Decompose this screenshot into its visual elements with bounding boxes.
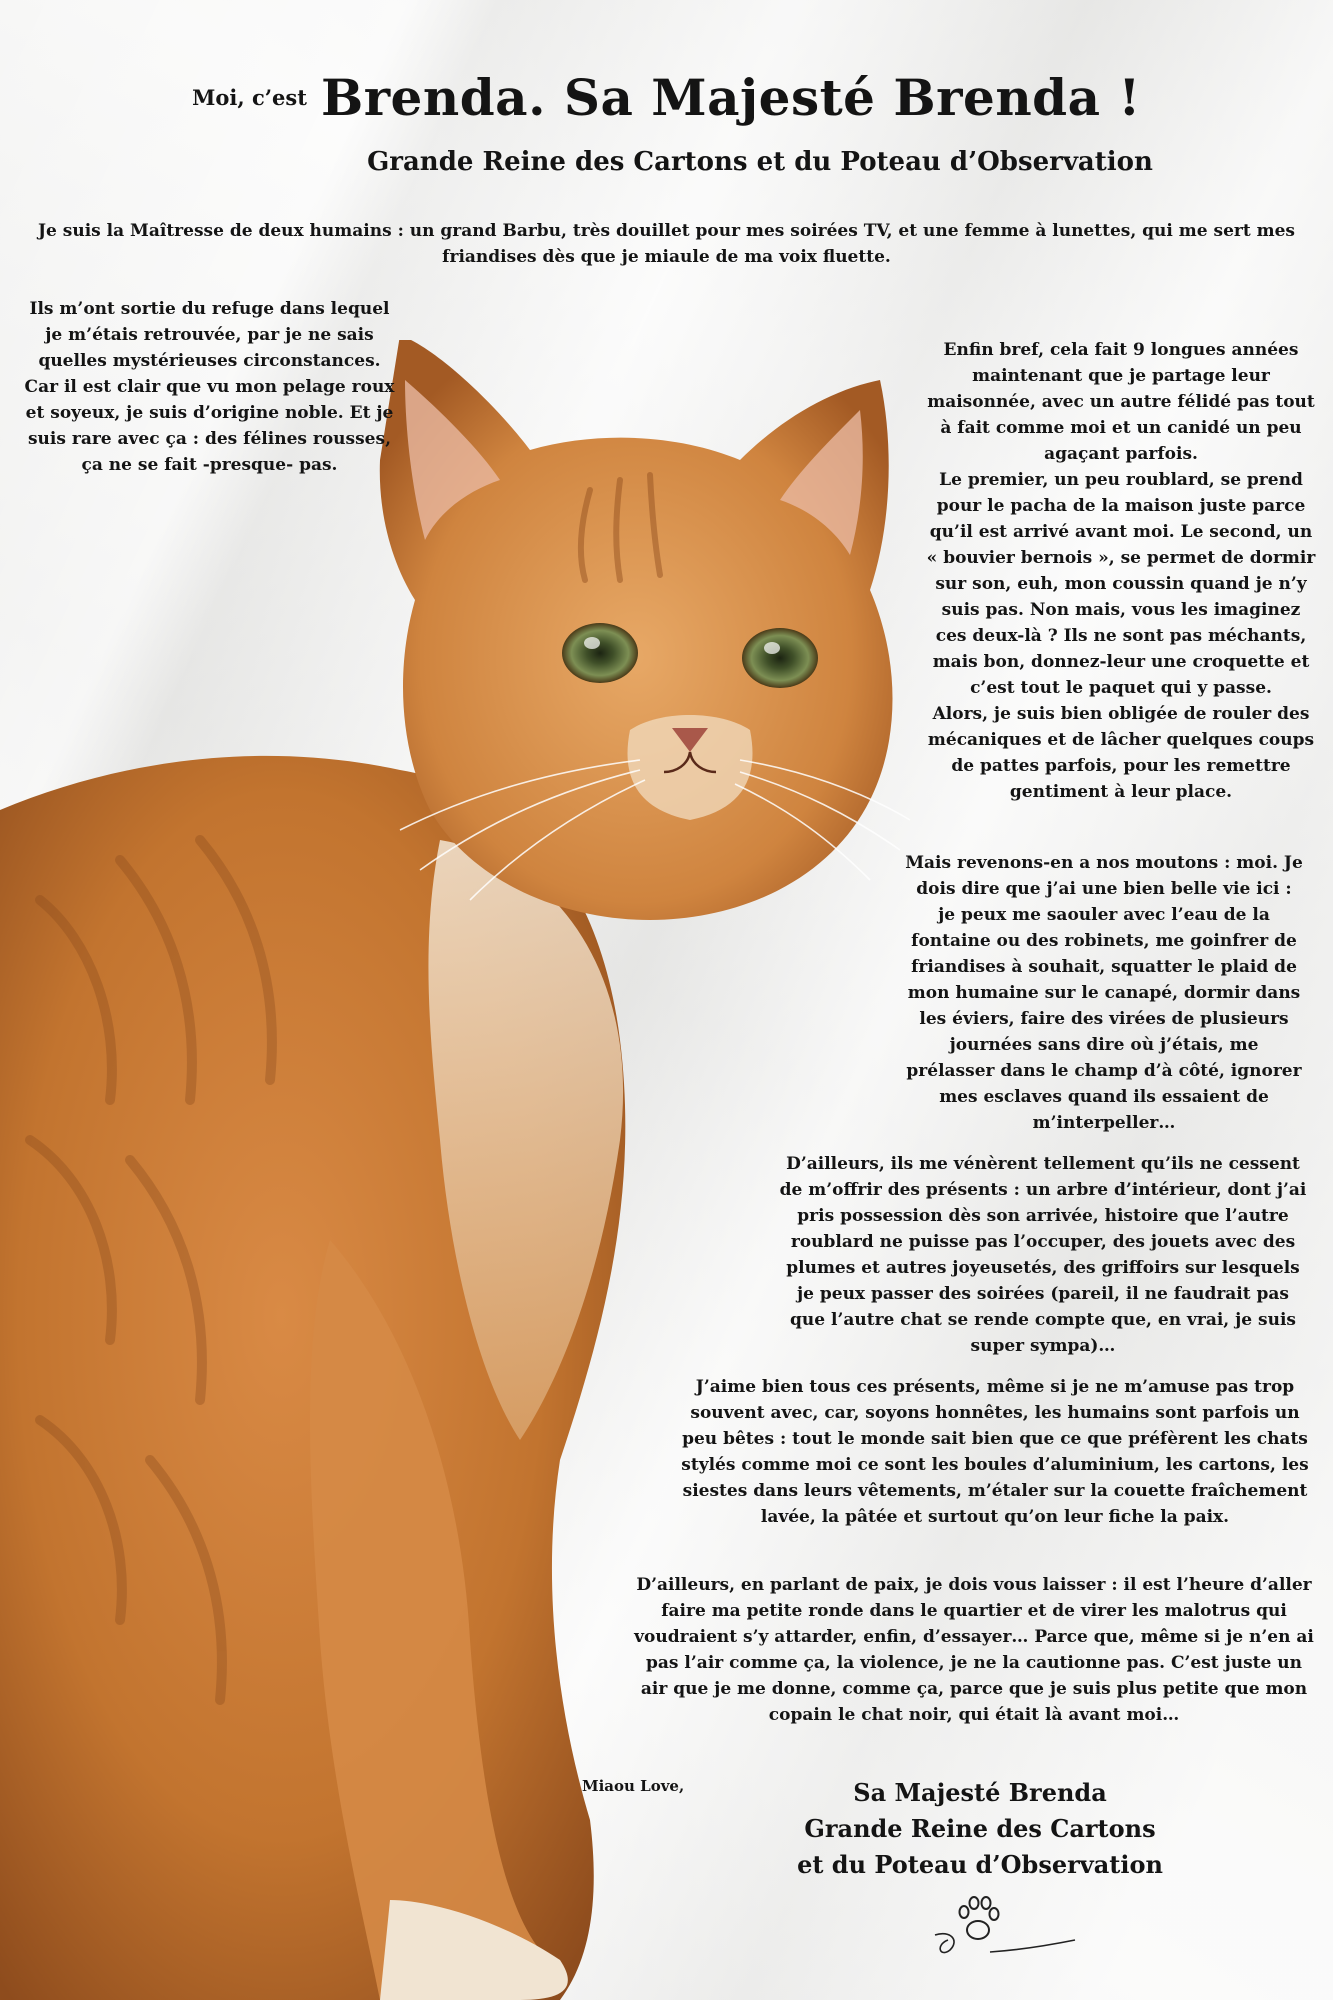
right-paragraph-1c: Alors, je suis bien obligée de rouler des mécaniques et de lâcher quelques coups de pattes parfois, pour les remettre gentiment à leur place. xyxy=(927,704,1315,802)
title-main: Brenda. Sa Majesté Brenda ! xyxy=(320,68,1141,127)
closing-greeting: Miaou Love, xyxy=(582,1777,685,1795)
right-paragraph-1b: Le premier, un peu roublard, se prend pour le pacha de la maison juste parce qu’il est arrivé avant moi. Le second, un « bouvier bernois », se permet de dormir sur son, euh, mon coussin quand je n’y suis pas. Non mais, vous les imaginez ces deux-là ? Ils ne sont pas méchants, mais bon, donnez-leur une croquette et c’est tout le paquet qui y passe. xyxy=(926,470,1316,698)
right-paragraph-4: J’aime bien tous ces présents, même si je ne m’amuse pas trop souvent avec, car, soyons honnêtes, les humains sont parfois un peu bêtes : tout le monde sait bien que ce que préfèrent les chats stylés comme moi ce sont les boules d’aluminium, les cartons, les siestes dans leurs vêtements, m’étaler sur la couette fraîchement lavée, la pâtée et surtout qu’on leur fiche la paix. xyxy=(681,1377,1309,1527)
signature-line-3: et du Poteau d’Observation xyxy=(797,1850,1163,1879)
right-paragraph-1 xyxy=(926,337,1316,805)
title-prefix: Moi, c’est xyxy=(192,85,307,110)
signature-line-2: Grande Reine des Cartons xyxy=(804,1814,1156,1843)
left-paragraph: Ils m’ont sortie du refuge dans lequel je m’étais retrouvée, par je ne sais quelles mystérieuses circonstances. Car il est clair que vu mon pelage roux et soyeux, je suis d’origine noble. Et je suis rare avec ça : des félines rousses, ça ne se fait -presque- pas. xyxy=(24,299,395,475)
intro-paragraph: Je suis la Maîtresse de deux humains : un grand Barbu, très douillet pour mes soirées TV, et une femme à lunettes, qui me sert mes friandises dès que je miaule de ma voix fluette. xyxy=(37,221,1296,267)
right-paragraph-5: D’ailleurs, en parlant de paix, je dois vous laisser : il est l’heure d’aller faire ma petite ronde dans le quartier et de virer les malotrus qui voudraient s’y attarder, enfin, d’essayer… Parce que, même si je n’en ai pas l’air comme ça, la violence, je ne la cautionne pas. C’est juste un air que je me donne, comme ça, parce que je suis plus petite que mon copain le chat noir, qui était là avant moi… xyxy=(634,1575,1314,1725)
page-title xyxy=(0,68,1333,127)
page-subtitle: Grande Reine des Cartons et du Poteau d’Observation xyxy=(367,147,1153,177)
right-paragraph-2: Mais revenons-en a nos moutons : moi. Je dois dire que j’ai une bien belle vie ici : je peux me saouler avec l’eau de la fontaine ou des robinets, me goinfrer de friandises à souhait, squatter le plaid de mon humaine sur le canapé, dormir dans les éviers, faire des virées de plusieurs journées sans dire où j’étais, me prélasser dans le champ d’à côté, ignorer mes esclaves quand ils essaient de m’interpeller… xyxy=(905,853,1303,1133)
signature-line-1: Sa Majesté Brenda xyxy=(853,1778,1107,1807)
signature-block xyxy=(740,1775,1220,1883)
right-paragraph-3: D’ailleurs, ils me vénèrent tellement qu’ils ne cessent de m’offrir des présents : un arbre d’intérieur, dont j’ai pris possession dès son arrivée, histoire que l’autre roublard ne puisse pas l’occuper, des jouets avec des plumes et autres joyeusetés, des griffoirs sur lesquels je peux passer des soirées (pareil, il ne faudrait pas que l’autre chat se rende compte que, en vrai, je suis super sympa)… xyxy=(779,1154,1307,1356)
right-paragraph-1a: Enfin bref, cela fait 9 longues années maintenant que je partage leur maisonnée, avec un autre félidé pas tout à fait comme moi et un canidé un peu agaçant parfois. xyxy=(927,340,1315,464)
paw-print-icon xyxy=(930,1890,1080,1960)
